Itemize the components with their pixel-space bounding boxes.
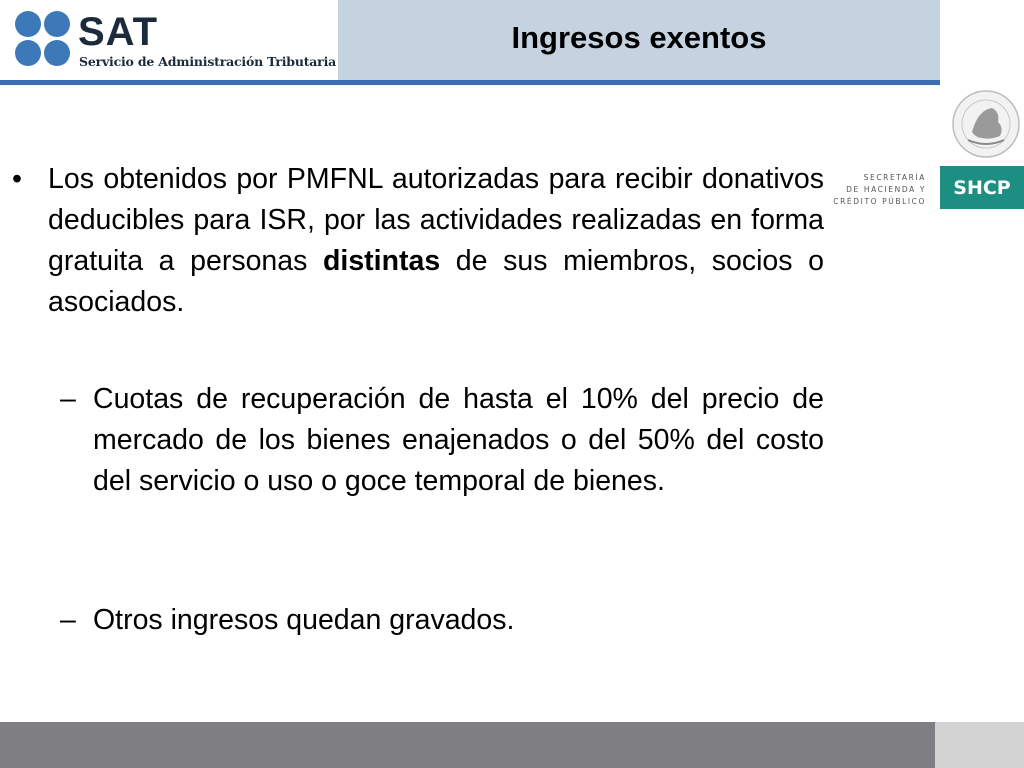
slide-title: Ingresos exentos (511, 20, 767, 55)
footer-corner (935, 722, 1024, 768)
sub-bullet-marker: – (60, 383, 76, 415)
sub-bullet-marker: – (60, 604, 76, 636)
sat-subtitle: Servicio de Administración Tributaria (79, 54, 337, 69)
shcp-line-1: SECRETARÍA (863, 173, 926, 182)
shcp-line-3: CRÉDITO PÚBLICO (833, 197, 926, 206)
bullet-text-start: Los obtenidos por PMFNL autorizadas para recibir donativos deducibles para ISR, por las actividades realizadas en forma gratuita a personas (48, 163, 824, 277)
bullet-marker: • (12, 163, 22, 195)
sub-bullet-text: Otros ingresos quedan gravados. (93, 604, 515, 636)
shcp-badge: SHCP (940, 166, 1024, 209)
bullet-text-bold: distintas (323, 245, 441, 277)
shcp-line-2: DE HACIENDA Y (846, 185, 926, 194)
bullet-text-end: de sus miembros, socios o asociados. (48, 245, 824, 318)
footer-bar (0, 722, 935, 768)
sub-bullet-text: Cuotas de recuperación de hasta el 10% del precio de mercado de los bienes enajenados o del 50% del costo del servicio o uso o goce temporal de bienes. (93, 383, 824, 497)
bullet-text (48, 159, 824, 323)
sat-brand-text: SAT (78, 10, 159, 54)
